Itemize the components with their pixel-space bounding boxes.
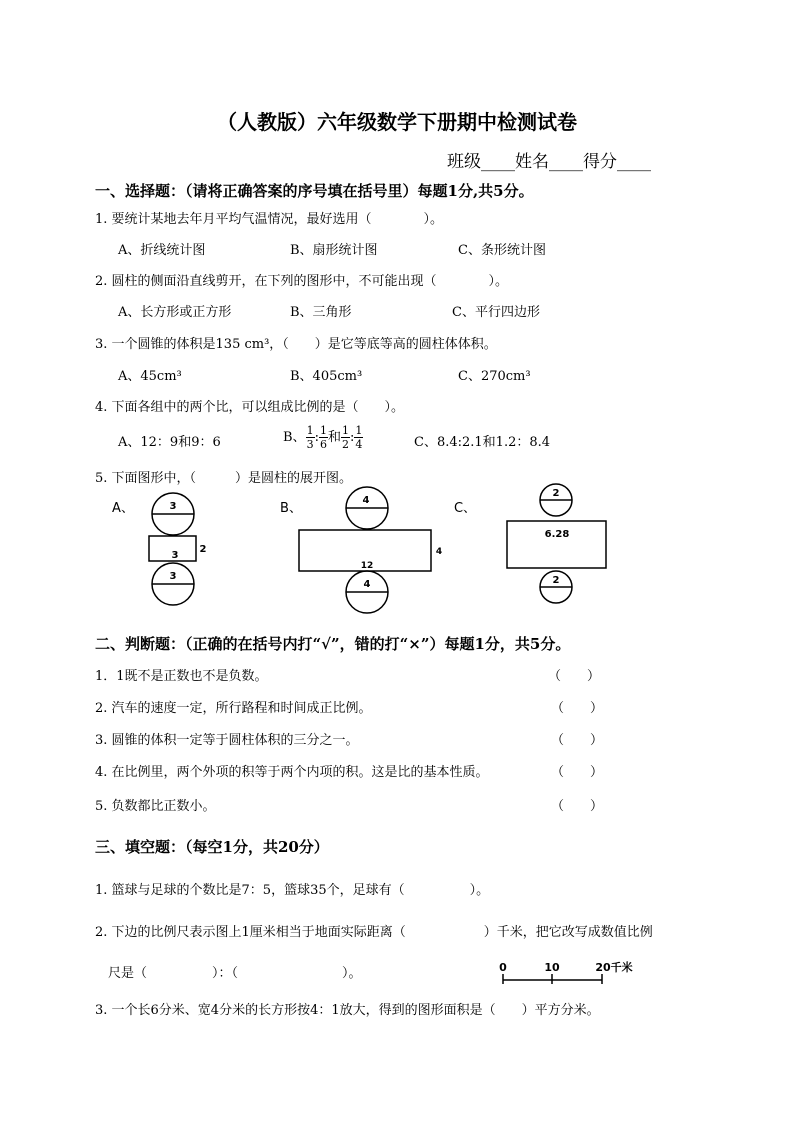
s2-answer-paren-1: （ ）: [548, 669, 601, 684]
net-c-bottom-number: 2: [552, 575, 560, 586]
s2-item-1: 1．1既不是正数也不是负数。: [95, 669, 268, 684]
s1-q3-option-a: A、45cm³: [118, 369, 182, 384]
fraction: [306, 424, 315, 451]
scale-label-10: 10: [544, 961, 560, 974]
page-title: （人教版）六年级数学下册期中检测试卷: [217, 110, 577, 134]
s3-q2-line1: 2. 下边的比例尺表示图上1厘米相当于地面实际距离（ ）千米，把它改写成数值比例: [95, 925, 653, 940]
denominator: 3: [306, 438, 314, 451]
net-c-top-number: 2: [552, 488, 560, 499]
section3-heading: 三、填空题：（每空1分，共20分）: [95, 838, 329, 856]
net-b-top-number: 4: [362, 495, 370, 506]
net-b-label: B、: [280, 501, 302, 516]
s1-q5-text: 5. 下面图形中，（ ）是圆柱的展开图。: [95, 471, 353, 486]
s1-q2-option-a: A、长方形或正方形: [118, 305, 232, 320]
cylinder-nets-figure: [0, 480, 794, 620]
student-info-line: 班级____姓名____得分____: [447, 152, 651, 172]
net-b-side-number: 4: [435, 547, 443, 557]
s1-q4-option-a: A、12：9和9：6: [118, 435, 221, 450]
net-c-rect-number: 6.28: [544, 529, 570, 540]
s1-q4-b-prefix: B、: [283, 430, 306, 445]
section1-heading: 一、选择题：（请将正确答案的序号填在括号里）每题1分,共5分。: [95, 182, 534, 200]
s2-item-5: 5. 负数都比正数小。: [95, 799, 216, 814]
s1-q2-text: 2. 圆柱的侧面沿直线剪开，在下列的图形中，不可能出现（ ）。: [95, 274, 509, 289]
denominator: 4: [355, 438, 363, 451]
s1-q4-option-b: [283, 424, 363, 451]
s1-q3-text: 3. 一个圆锥的体积是135 cm³，（ ）是它等底等高的圆柱体体积。: [95, 337, 497, 352]
s2-answer-paren-2: （ ）: [551, 701, 604, 716]
scale-label-0: 0: [499, 961, 507, 974]
s1-q1-option-c: C、条形统计图: [458, 243, 546, 258]
section2-heading: 二、判断题：（正确的在括号内打“√”，错的打“×”）每题1分，共5分。: [95, 635, 571, 653]
s1-q2-option-b: B、三角形: [290, 305, 352, 320]
s1-q3-option-c: C、270cm³: [458, 369, 531, 384]
and-text: 和: [327, 430, 341, 445]
s2-answer-paren-3: （ ）: [551, 733, 604, 748]
s1-q4-option-c: C、8.4:2.1和1.2：8.4: [414, 435, 551, 450]
s1-q1-option-b: B、扇形统计图: [290, 243, 378, 258]
fraction: [341, 424, 350, 451]
colon: :: [349, 430, 355, 445]
fraction: [319, 424, 328, 451]
s1-q4-text: 4. 下面各组中的两个比，可以组成比例的是（ ）。: [95, 400, 405, 415]
s3-q2-line2: 尺是（ ）：（ ）。: [108, 966, 362, 981]
s1-q1-text: 1. 要统计某地去年月平均气温情况，最好选用（ ）。: [95, 212, 444, 227]
numerator: 1: [319, 424, 327, 437]
denominator: 6: [319, 438, 327, 451]
s1-q3-option-b: B、405cm³: [290, 369, 363, 384]
net-c-label: C、: [453, 501, 477, 516]
net-b-rect-number: 12: [360, 561, 374, 571]
s2-answer-paren-4: （ ）: [551, 765, 604, 780]
net-a-bottom-number: 3: [169, 571, 177, 582]
s2-item-2: 2. 汽车的速度一定，所行路程和时间成正比例。: [95, 701, 372, 716]
net-a-rect-number: 3: [171, 550, 179, 561]
numerator: 1: [355, 424, 363, 437]
s1-q1-option-a: A、折线统计图: [118, 243, 206, 258]
scale-bar-figure: [490, 958, 650, 994]
s2-item-4: 4. 在比例里，两个外项的积等于两个内项的积。这是比的基本性质。: [95, 765, 489, 780]
net-a-top-number: 3: [169, 501, 177, 512]
s2-item-3: 3. 圆锥的体积一定等于圆柱体积的三分之一。: [95, 733, 359, 748]
numerator: 1: [306, 424, 314, 437]
scale-label-20: 20千米: [595, 961, 633, 974]
s1-q2-option-c: C、平行四边形: [452, 305, 540, 320]
denominator: 2: [341, 438, 349, 451]
numerator: 1: [341, 424, 349, 437]
fraction: [354, 424, 363, 451]
s2-answer-paren-5: （ ）: [551, 799, 604, 814]
net-a-side-number: 2: [199, 544, 207, 555]
net-a-label: A、: [112, 501, 134, 516]
colon: :: [314, 430, 319, 445]
s3-q1-text: 1. 篮球与足球的个数比是7：5，篮球35个，足球有（ ）。: [95, 883, 490, 898]
s3-q3-text: 3. 一个长6分米、宽4分米的长方形按4：1放大，得到的图形面积是（ ）平方分米。: [95, 1003, 600, 1018]
net-b-bottom-number: 4: [363, 579, 371, 590]
